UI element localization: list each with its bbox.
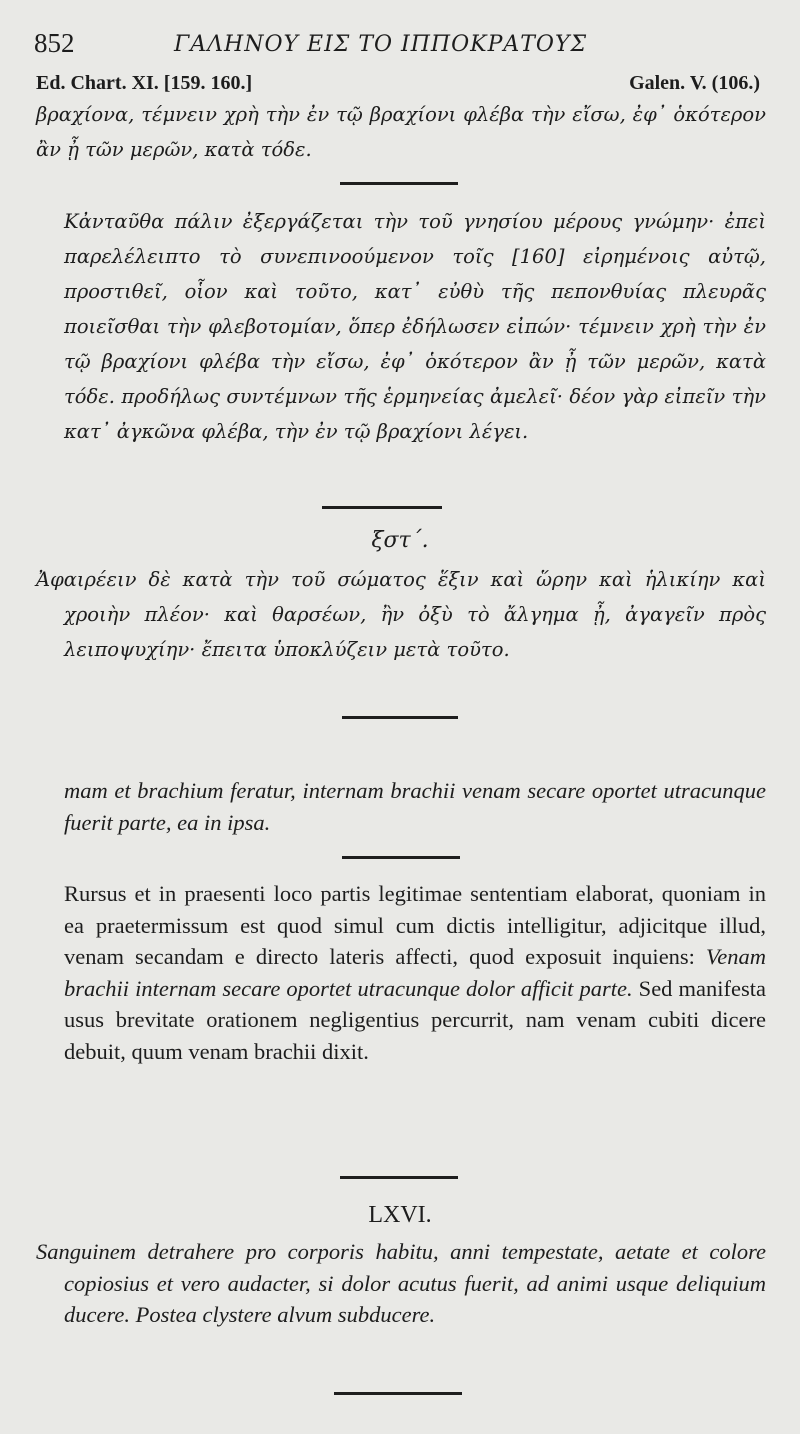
greek-lemma-end: βραχίονα, τέμνειν χρὴ τὴν ἐν τῷ βραχίονι φλέβα τὴν εἴσω, ἐφ᾽ ὁκότερον ἂν ᾖ τῶν μερῶν, κατὰ τόδε. [36, 103, 766, 161]
latin-commentary-text-2: Sed manifesta usus brevitate orationem negligentius percurrit, nam venam cubiti dicere debuit, quum venam brachii dixit. [64, 975, 766, 1064]
latin-commentary [36, 878, 766, 1067]
section-divider [340, 1176, 458, 1179]
greek-commentary: Κἀνταῦθα πάλιν ἐξεργάζεται τὴν τοῦ γνησίου μέρους γνώμην· ἐπεὶ παρελέλειπτο τὸ συνεπινοούμενον τοῖς [160] εἰρημένοις αὐτῷ, προστιθεῖ, οἷον καὶ τοῦτο, κατ᾽ εὐθὺ τῆς πεπονθυίας πλευρᾶς ποιεῖσθαι τὴν φλεβοτομίαν, ὅπερ ἐδήλωσεν εἰπών· τέμνειν χρὴ τὴν ἐν τῷ βραχίονι φλέβα τὴν εἴσω, ἐφ᾽ ὁκότερον ἂν ᾖ τῶν μερῶν, κατὰ τόδε. προδήλως συντέμνων τῆς ἑρμηνείας ἀμελεῖ· δέον γὰρ εἰπεῖν τὴν κατ᾽ ἀγκῶνα φλέβα, τὴν ἐν τῷ βραχίονι λέγει. [64, 210, 766, 443]
page-number: 852 [34, 28, 75, 58]
edition-reference-left: Ed. Chart. XI. [159. 160.] [36, 72, 253, 94]
section-divider [322, 506, 442, 509]
latin-lemma-end: mam et brachium feratur, internam brachii venam secare oportet utracunque fuerit parte, ea in ipsa. [64, 778, 766, 835]
section-divider [342, 716, 458, 719]
running-title: ΓΑΛΗΝΟΥ ΕΙΣ ΤΟ ΙΠΠΟΚΡΑΤΟΥΣ [174, 32, 588, 57]
latin-section-number: LXVI. [368, 1202, 432, 1228]
section-divider [342, 856, 460, 859]
running-header [34, 28, 760, 64]
edition-reference-right: Galen. V. (106.) [629, 72, 760, 94]
greek-section-number: ξστ΄. [371, 528, 429, 553]
latin-aphorism: Sanguinem detrahere pro corporis habitu, anni tempestate, aetate et colore copiosius et vero audacter, si dolor acutus fuerit, ad animi usque deliquium ducere. Postea clystere alvum subducere. [36, 1239, 766, 1327]
latin-commentary-quote: Venam brachii internam secare oportet utracunque dolor afficit parte. [64, 944, 766, 1001]
latin-commentary-text-1: Rursus et in praesenti loco partis legitimae sententiam elaborat, quoniam in ea praetermissum est quod simul cum dictis intelligitur, adjicitque illud, venam secandam e directo lateris affecti, quod exposuit inquiens: [64, 881, 766, 969]
section-divider [334, 1392, 462, 1395]
section-divider [340, 182, 458, 185]
greek-aphorism: Ἀφαιρέειν δὲ κατὰ τὴν τοῦ σώματος ἕξιν καὶ ὥρην καὶ ἡλικίην καὶ χροιὴν πλέον· καὶ θαρσέων, ἢν ὀξὺ τὸ ἄλγημα ᾖ, ἀγαγεῖν πρὸς λειποψυχίην· ἔπειτα ὑποκλύζειν μετὰ τοῦτο. [36, 568, 766, 661]
edition-reference-line [36, 72, 760, 100]
